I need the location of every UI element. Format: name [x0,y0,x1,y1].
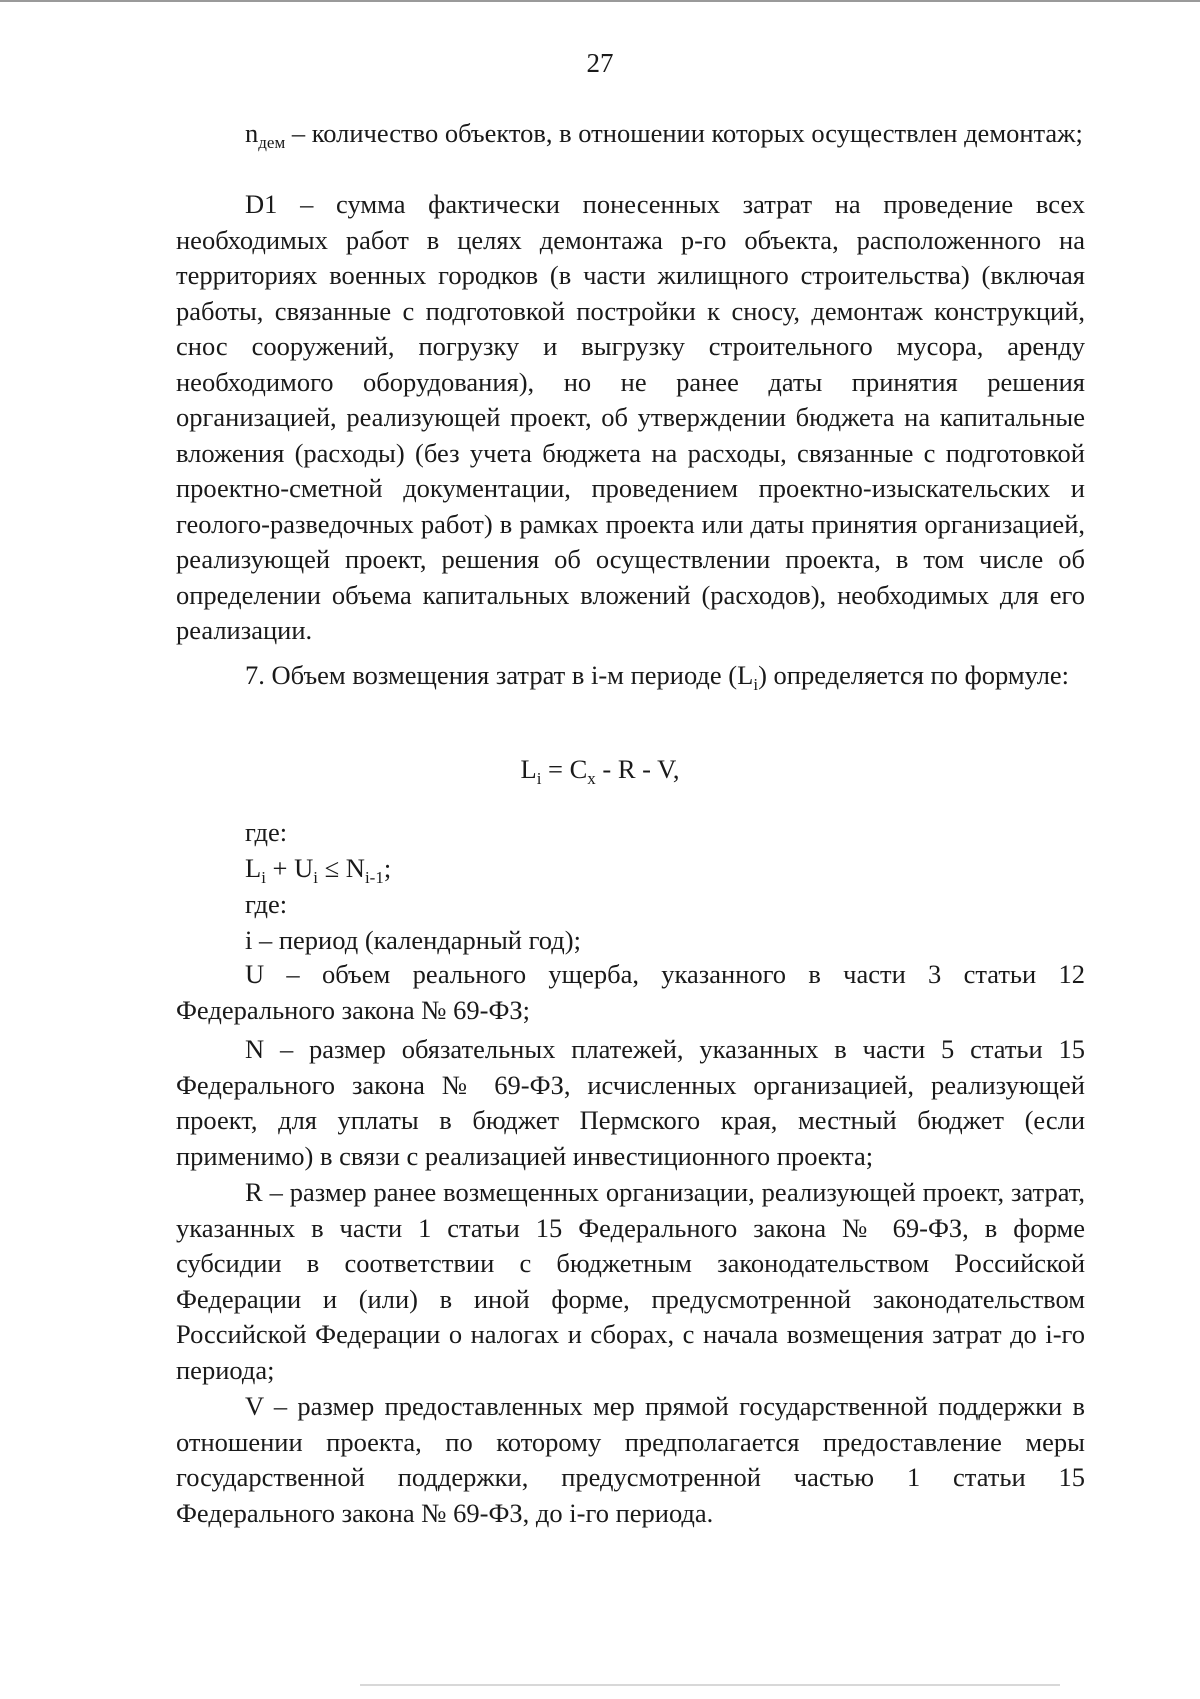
paragraph-d1 [176,187,1085,649]
definition-v [176,1389,1085,1531]
paragraph-body: – количество объектов, в отношении которых осуществлен демонтаж; [285,118,1083,148]
definition-i: i – период (календарный год); [245,925,581,955]
paragraph-text: U – объем реального ущерба, указанного в части 3 статьи 12 Федерального закона № 69-ФЗ; [176,959,1085,1025]
paragraph-text [176,116,1085,152]
cond-le: ≤ N [318,853,365,883]
cond-end: ; [383,853,392,883]
item-7-text-b: ) определяется по формуле: [758,660,1070,690]
formula-l: L [520,754,537,784]
formula-c-subscript: x [587,769,596,788]
formula-rest: - R - V, [595,754,680,784]
where-label-1: где: [245,817,288,847]
cond-u-subscript: i [313,868,318,887]
definition-u [176,957,1085,1028]
cond-plus: + U [265,853,314,883]
paragraph-text: D1 – сумма фактически понесенных затрат на проведение всех необходимых работ в целях демонтажа p-го объекта, расположенного на территориях военных городков (в части жилищного строительства) (включая работы, связанные с подготовкой постройки к сносу, демонтаж конструкций, снос сооружений, погрузку и выгрузку строительного мусора, аренду необходимого оборудования), но не ранее даты принятия решения организацией, реализующей проект, об утверждении бюджета на капитальные вложения (расходы) (без учета бюджета на расходы, связанные с подготовкой проектно-сметной документации, проведением проектно-изыскательских и геолого-разведочных работ) в рамках проекта или даты принятия организацией, реализующей проект, решения об осуществлении проекта, в том числе об определении объема капитальных вложений (расходов), необходимых для его реализации. [176,189,1085,645]
formula-condition [245,851,391,885]
formula-main [0,752,1200,786]
item-7-subscript: i [753,675,759,694]
paragraph-item-7 [176,658,1085,694]
where-label-2: где: [245,889,288,919]
scan-top-edge [0,0,1200,2]
page-number: 27 [586,48,614,78]
definition-r [176,1175,1085,1388]
paragraph-text: N – размер обязательных платежей, указанных в части 5 статьи 15 Федерального закона № 69-ФЗ, исчисленных организацией, реализующей проект, для уплаты в бюджет Пермского края, местный бюджет (если применимо) в связи с реализацией инвестиционного проекта; [176,1034,1085,1171]
item-7-text-a: 7. Объем возмещения затрат в i-м периоде (L [245,660,754,690]
paragraph-n-dem [176,116,1085,152]
definition-n [176,1032,1085,1174]
cond-l: L [245,853,262,883]
paragraph-text [176,658,1085,694]
cond-l-subscript: i [261,868,266,887]
paragraph-text: V – размер предоставленных мер прямой государственной поддержки в отношении проекта, по которому предполагается предоставление меры государственной поддержки, предусмотренной частью 1 статьи 15 Федерального закона № 69-ФЗ, до i-го периода. [176,1391,1085,1528]
paragraph-text: R – размер ранее возмещенных организации, реализующей проект, затрат, указанных в части 1 статьи 15 Федерального закона № 69-ФЗ, в форме субсидии в соответствии с бюджетным законодательством Российской Федерации и (или) в иной форме, предусмотренной законодательством Российской Федерации о налогах и сборах, с начала возмещения затрат до i-го периода; [176,1177,1085,1385]
scan-bottom-artifact [360,1684,1060,1686]
cond-n-subscript: i-1 [364,868,384,887]
formula-eq: = C [541,754,588,784]
formula-l-subscript: i [536,769,542,788]
symbol-n: n [245,118,259,148]
symbol-n-subscript: дем [258,133,286,152]
